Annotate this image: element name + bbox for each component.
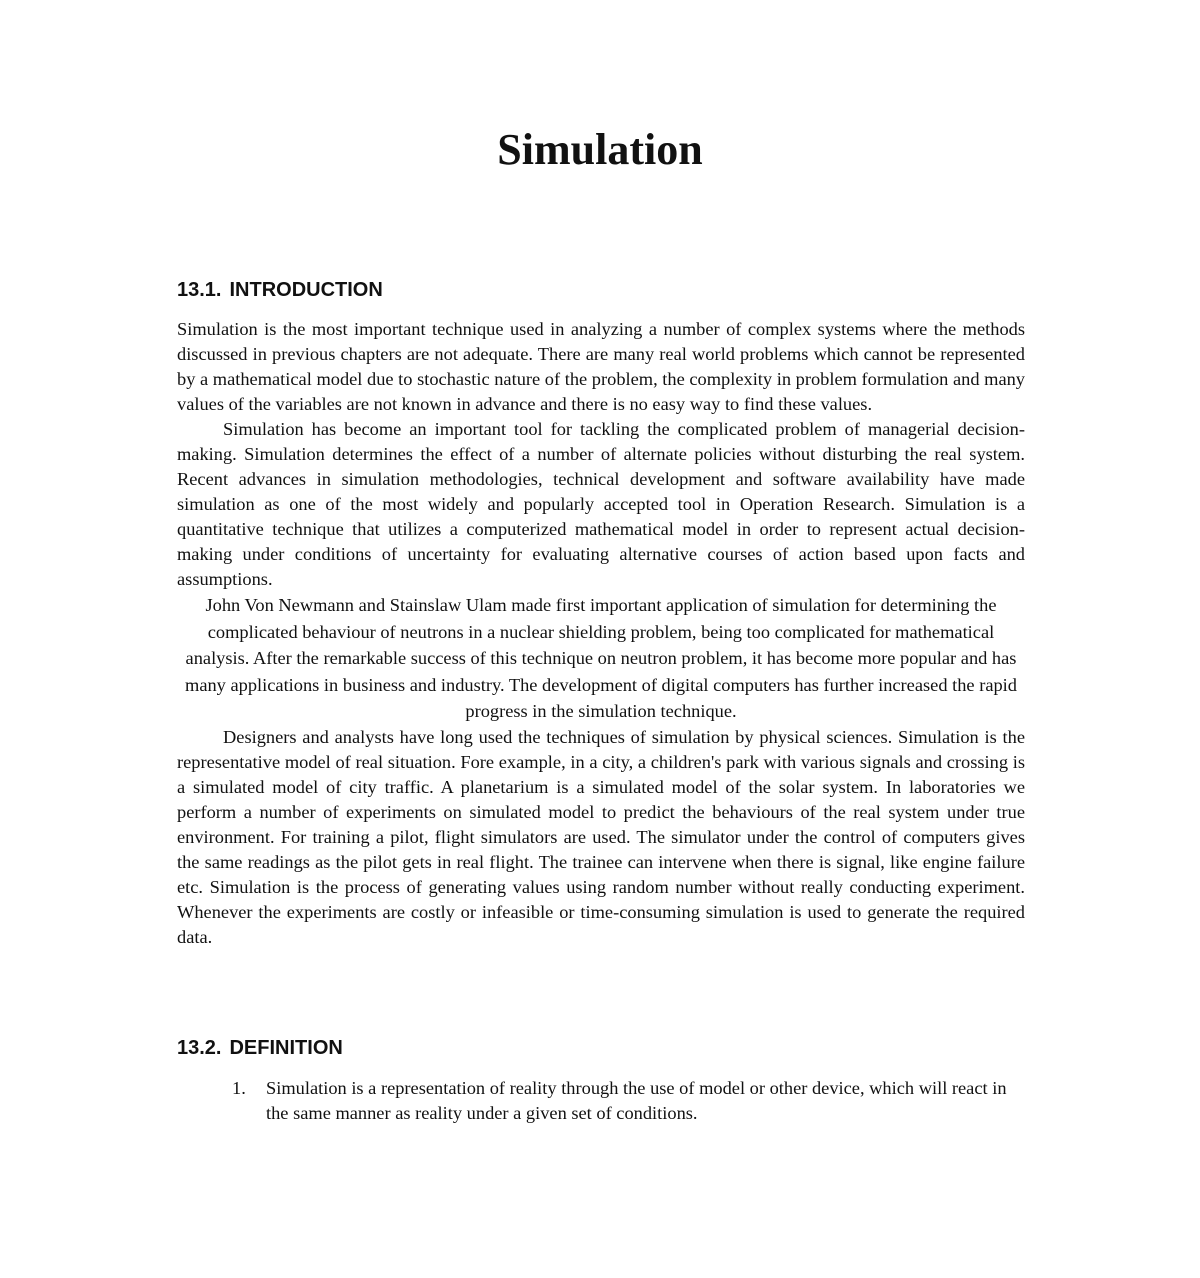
- definition-list: [177, 1076, 1025, 1126]
- list-item: [177, 1076, 1025, 1126]
- paragraph: Designers and analysts have long used the techniques of simulation by physical sciences. Simulation is the representative model of real situation. Fore example, in a city, a children's park with various signals and crossing is a simulated model of city traffic. A planetarium is a simulated model of the solar system. In laboratories we perform a number of experiments on simulated model to predict the behaviours of the real system under true environment. For training a pilot, flight simulators are used. The simulator under the control of computers gives the same readings as the pilot gets in real flight. The trainee can intervene when there is signal, like engine failure etc. Simulation is the process of generating values using random number without really conducting experiment. Whenever the experiments are costly or infeasible or time-consuming simulation is used to generate the required data.: [177, 726, 1025, 947]
- list-marker: 1.: [232, 1078, 246, 1098]
- section-number: 13.1.: [177, 279, 222, 301]
- definition-text: Simulation is a representation of reality through the use of model or other device, which will react in the same manner as reality under a given set of conditions.: [266, 1078, 1007, 1123]
- introduction-body: [177, 317, 1025, 950]
- chapter-title: Simulation: [497, 125, 703, 174]
- section-title: DEFINITION: [229, 1037, 343, 1059]
- section-title: INTRODUCTION: [229, 279, 383, 301]
- section-heading-definition: [177, 1036, 343, 1060]
- section-number: 13.2.: [177, 1037, 222, 1059]
- paragraph: Simulation has become an important tool for tackling the complicated problem of managerial decision-making. Simulation determines the effect of a number of alternate policies without disturbing the real system. Recent advances in simulation methodologies, technical development and software availability have made simulation as one of the most widely and popularly accepted tool in Operation Research. Simulation is a quantitative technique that utilizes a computerized mathematical model in order to represent actual decision-making under conditions of uncertainty for evaluating alternative courses of action based upon facts and assumptions.: [177, 419, 1025, 589]
- paragraph: Simulation is the most important technique used in analyzing a number of complex systems where the methods discussed in previous chapters are not adequate. There are many real world problems which cannot be represented by a mathematical model due to stochastic nature of the problem, the complexity in problem formulation and many values of the variables are not known in advance and there is no easy way to find these values.: [177, 319, 1025, 414]
- paragraph: John Von Newmann and Stainslaw Ulam made first important application of simulation for determining the complicated behaviour of neutrons in a nuclear shielding problem, being too complicated for mathematical analysis. After the remarkable success of this technique on neutron problem, it has become more popular and has many applications in business and industry. The development of digital computers has further increased the rapid progress in the simulation technique.: [185, 595, 1017, 721]
- section-heading-introduction: [177, 278, 383, 302]
